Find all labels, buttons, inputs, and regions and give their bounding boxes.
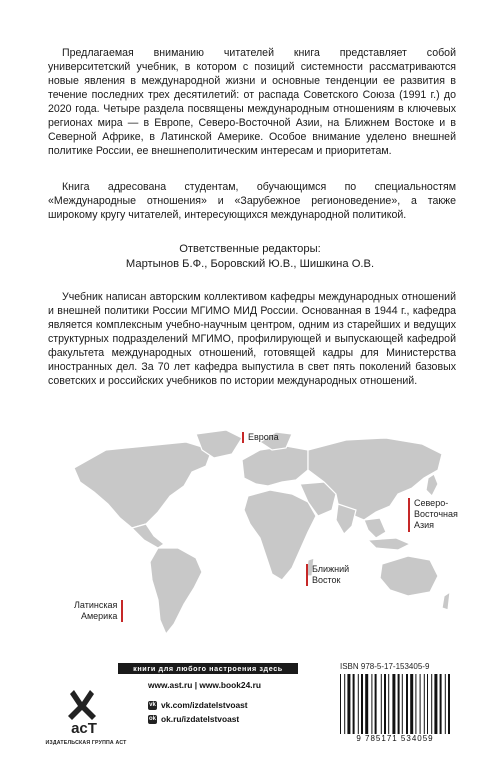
editors-names: Мартынов Б.Ф., Боровский Ю.В., Шишкина О.В.: [125, 258, 375, 270]
slogan-strip: книги для любого настроения здесь: [118, 663, 298, 674]
indonesia-shape: [368, 538, 410, 550]
label-latin-america: Латинская Америка: [74, 600, 123, 622]
label-europe-marker: [242, 432, 244, 443]
japan-shape: [426, 474, 438, 496]
department-paragraph: Учебник написан авторским коллективом кафедры международных отношений и внешней политики России МГИМО МИД России. Основанная в 1944 г., кафедра является комплексным учебно-научным центром, одним из старейших и ведущих структурных подразделений МГИМО, профилирующей и выпускающей кафедрой факультета международных отношений, готовящей кадры для Министерства иностранных дел. За 70 лет кафедра выпустила в свет пять поколений базовых советских и российских учебников по истории международных отношений.: [48, 291, 456, 387]
new-zealand-shape: [442, 592, 450, 610]
central-america-shape: [132, 524, 164, 548]
svg-text:acT: acT: [71, 720, 97, 736]
label-northeast-asia: Северо- Восточная Азия: [408, 498, 458, 531]
southeast-asia-shape: [364, 518, 386, 538]
vk-icon: vk: [149, 701, 156, 708]
label-middle-east: Ближний Восток: [306, 564, 349, 586]
india-shape: [336, 504, 356, 534]
barcode-number: 9 785171 534059: [356, 734, 434, 743]
europe-shape: [242, 446, 308, 486]
publisher-links: [148, 680, 261, 726]
ast-logo: [52, 686, 116, 736]
label-northeast-asia-marker: [408, 498, 410, 532]
south-america-shape: [150, 548, 202, 634]
annotation-paragraph-1: Предлагаемая вниманию читателей книга представляет собой университетский учебник, в котором с позиций системности рассматриваются новые явления в международной жизни и основные тенденции ее развития в течение последних трех десятилетий: от распада Советского Союза (1991 г.) до 2020 года. Четыре раздела посвящены международным отношениям в ключевых регионах мира — в Европе, Северо-Восточной Азии, на Ближнем Востоке и в Северной Африке, в Латинской Америке. Особое внимание уделено внешней политике России, ее внешнеполитическим интересам и приоритетам.: [48, 47, 456, 157]
label-europe: Европа: [242, 432, 279, 443]
barcode-graphic: [338, 674, 452, 734]
australia-shape: [380, 556, 438, 596]
editors-block: [40, 242, 460, 272]
editors-heading: Ответственные редакторы:: [179, 243, 321, 255]
north-america-shape: [74, 442, 212, 528]
label-middle-east-marker: [306, 564, 308, 586]
vk-link[interactable]: vk vk.com/izdatelstvoast: [149, 700, 248, 710]
label-latin-america-marker: [121, 600, 123, 622]
website-links[interactable]: www.ast.ru | www.book24.ru: [148, 680, 261, 690]
publisher-name: ИЗДАТЕЛЬСКАЯ ГРУППА АСТ: [45, 740, 127, 746]
ok-link[interactable]: ok ok.ru/izdatelstvoast: [148, 714, 240, 724]
annotation-paragraph-2: Книга адресована студентам, обучающимся по специальностям «Международные отношения» и «Зарубежное регионоведение», а также широкому кругу читателей, интересующихся международной политикой.: [48, 181, 456, 221]
ok-icon: ok: [148, 715, 156, 722]
world-map: [46, 420, 458, 642]
isbn-text: ISBN 978-5-17-153405-9: [340, 662, 430, 671]
